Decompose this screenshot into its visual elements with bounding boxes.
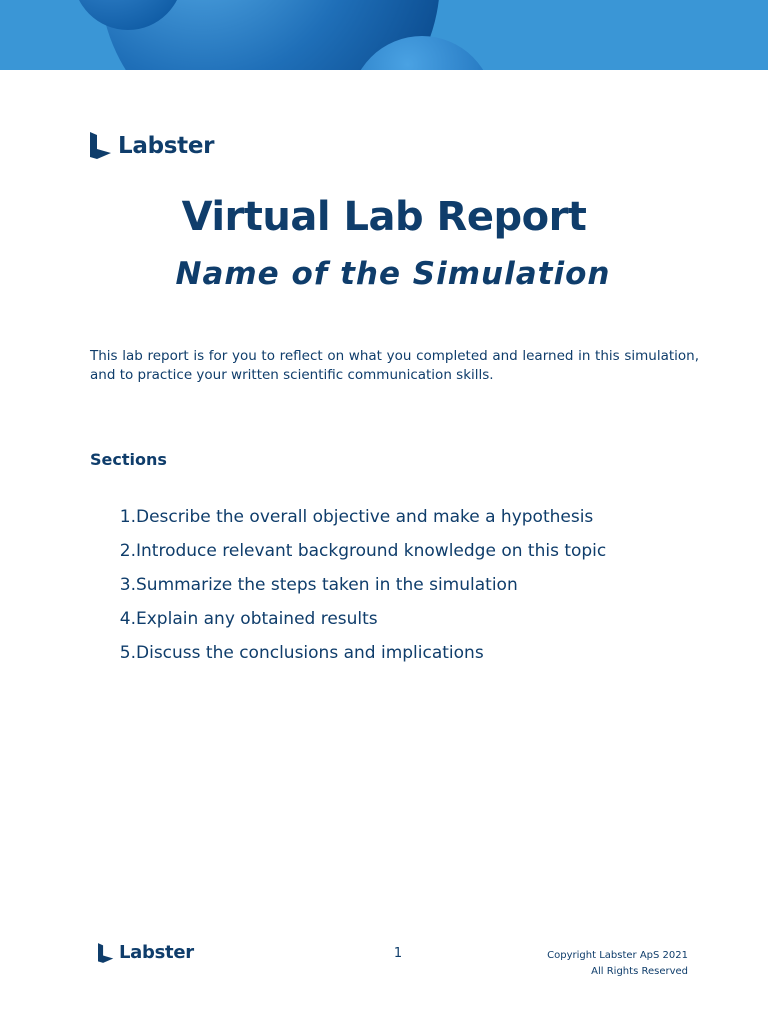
decorative-spheres <box>0 0 768 70</box>
list-item-text: Summarize the steps taken in the simulation <box>136 575 518 595</box>
page-number: 1 <box>393 946 403 961</box>
list-item-number: 2. <box>119 541 136 561</box>
list-item-number: 1. <box>119 507 136 527</box>
list-item-text: Introduce relevant background knowledge on this topic <box>136 541 607 561</box>
header-banner <box>0 0 768 70</box>
list-item <box>110 539 606 573</box>
list-item-number: 3. <box>119 575 136 595</box>
list-item-text: Describe the overall objective and make a hypothesis <box>136 507 594 527</box>
list-item <box>110 641 606 675</box>
copyright-line: Copyright Labster ApS 2021 <box>547 950 688 961</box>
sections-heading: Sections <box>90 450 167 469</box>
footer-labster-logo <box>98 942 194 963</box>
page-title: Virtual Lab Report <box>181 194 587 240</box>
rights-line: All Rights Reserved <box>591 966 688 977</box>
footer-logo-wordmark: Labster <box>119 942 194 963</box>
sections-list <box>110 505 606 675</box>
labster-logo <box>90 132 214 159</box>
list-item-number: 4. <box>119 609 136 629</box>
intro-paragraph: This lab report is for you to reflect on what you completed and learned in this simulation, and to practice your written scientific communication skills. <box>90 348 699 383</box>
labster-logo-icon <box>90 132 112 159</box>
copyright-notice <box>547 948 688 980</box>
list-item <box>110 573 606 607</box>
list-item <box>110 505 606 539</box>
labster-logo-icon <box>98 943 114 963</box>
list-item-text: Explain any obtained results <box>136 609 378 629</box>
logo-wordmark: Labster <box>118 132 215 159</box>
list-item <box>110 607 606 641</box>
list-item-number: 5. <box>119 643 136 663</box>
list-item-text: Discuss the conclusions and implications <box>136 643 484 663</box>
page-subtitle: Name of the Simulation <box>175 256 611 292</box>
